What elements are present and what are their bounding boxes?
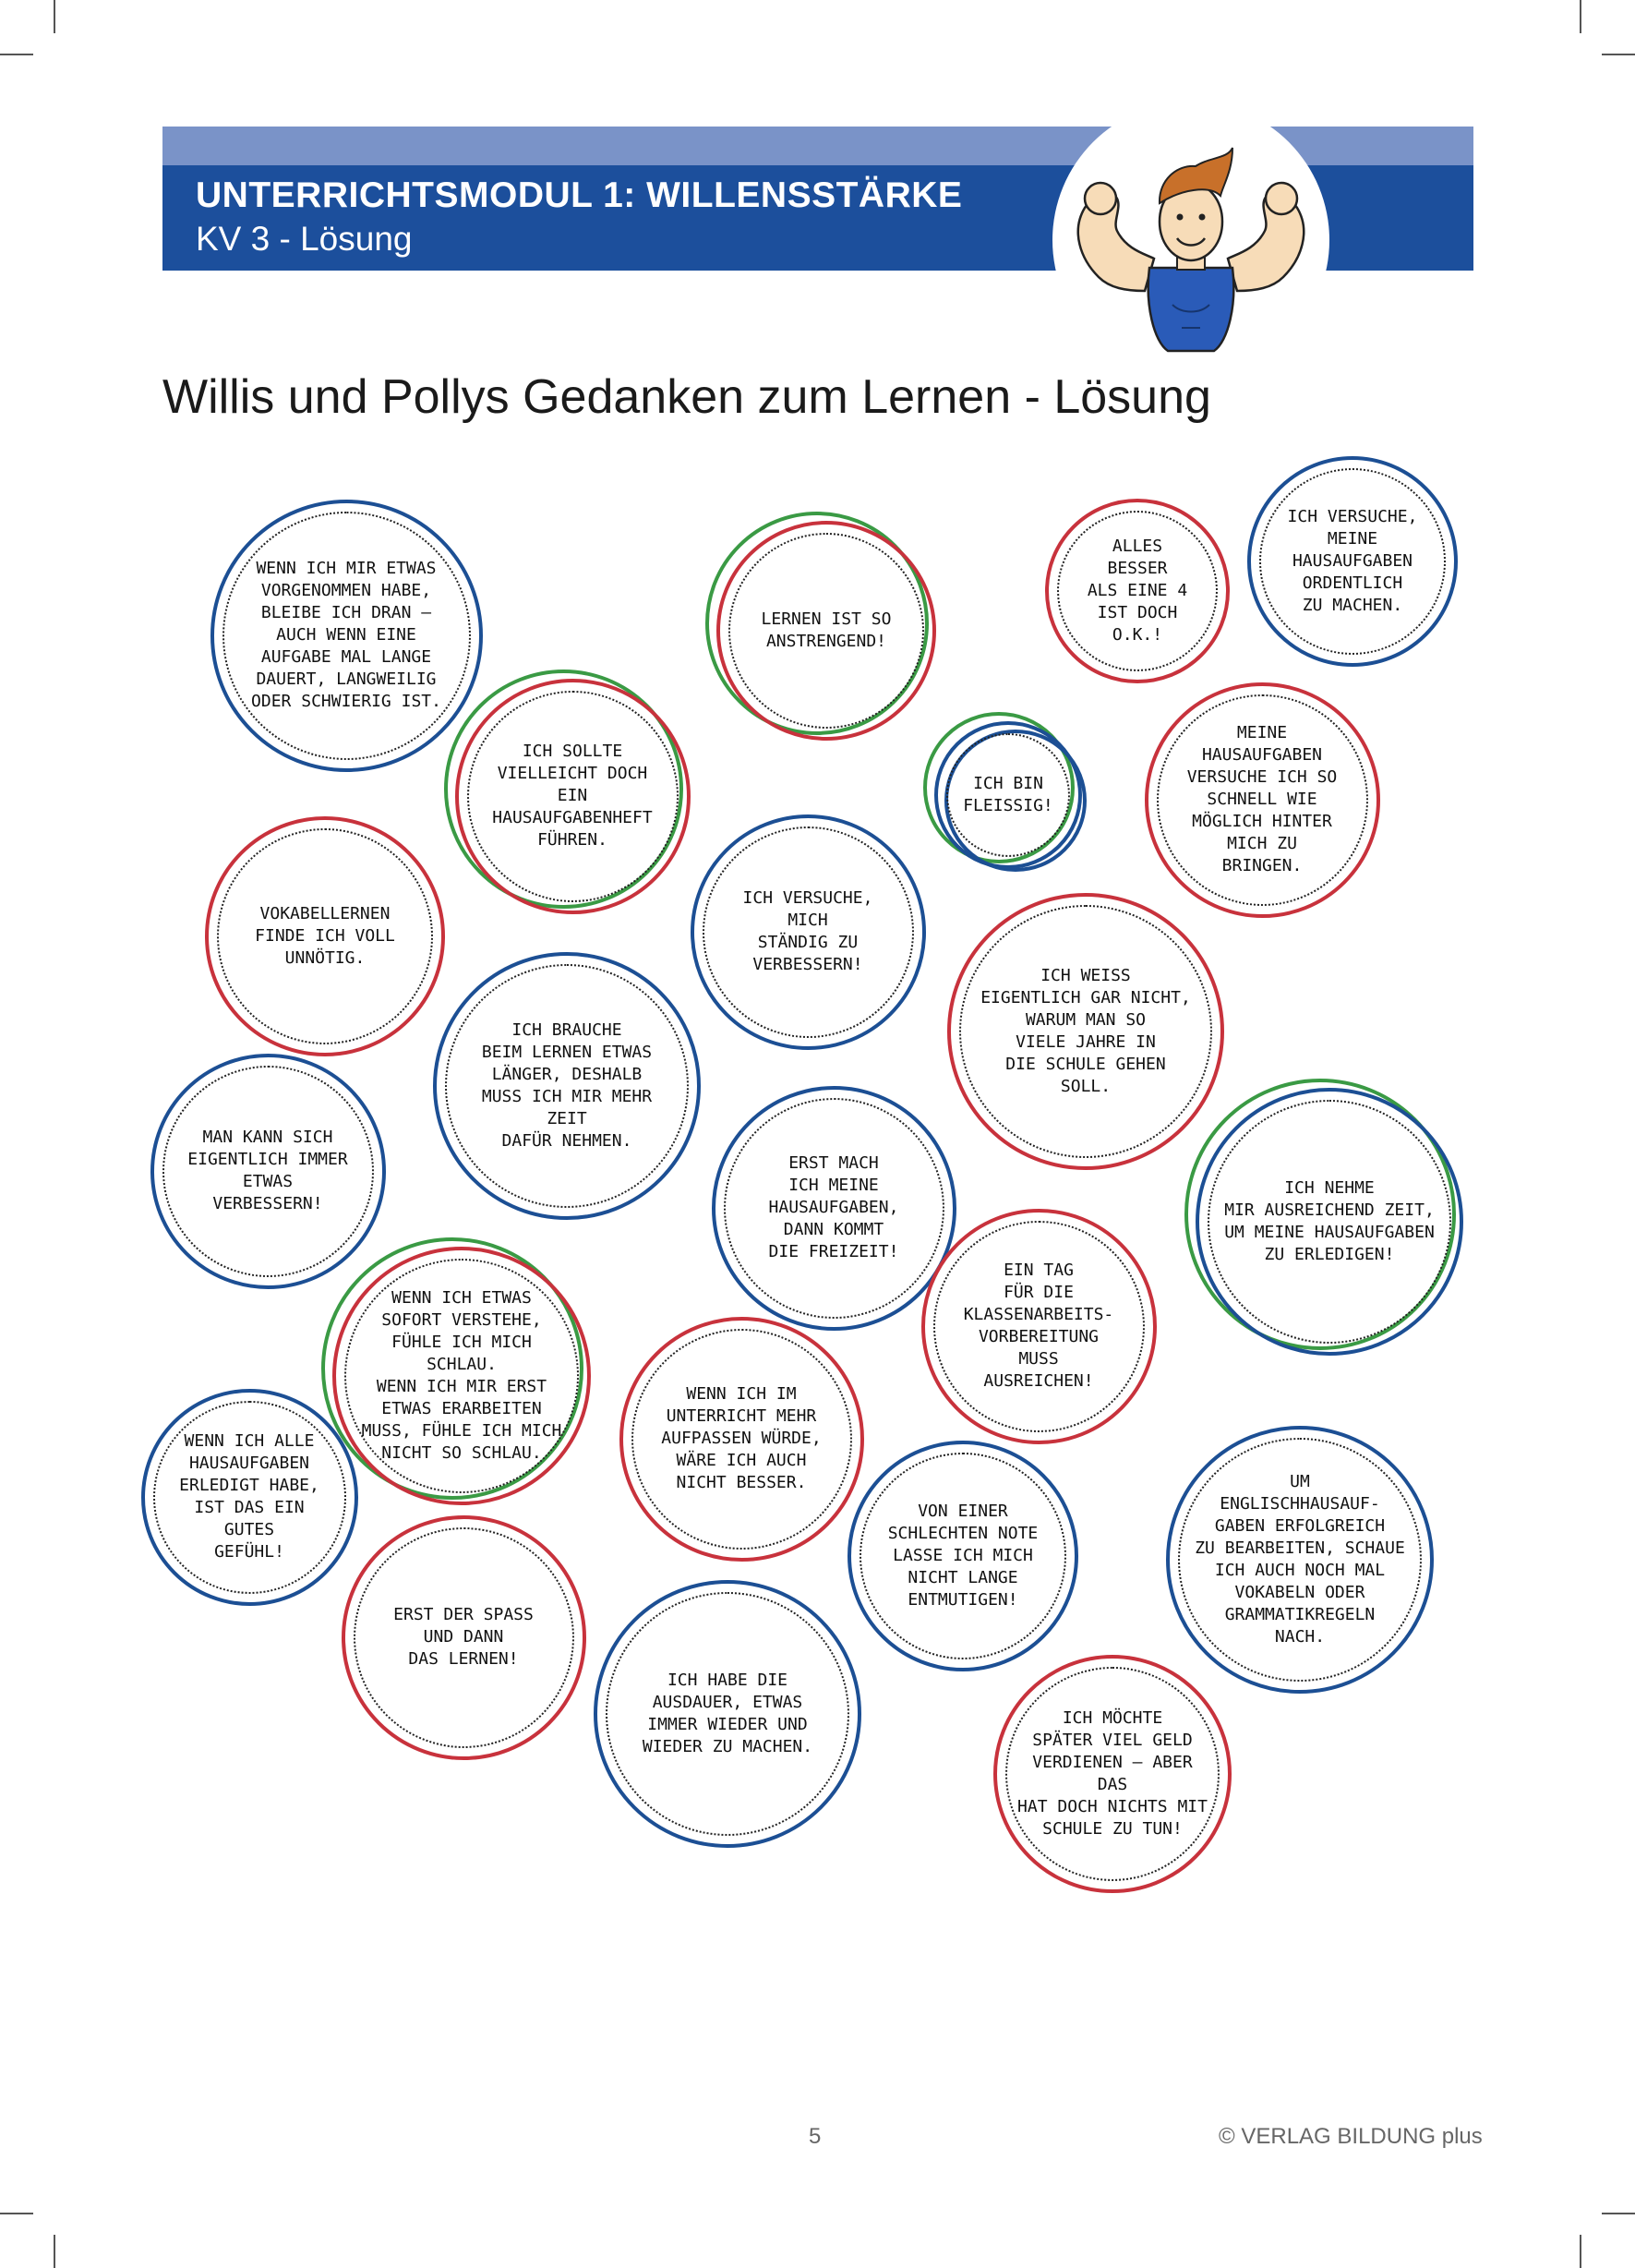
module-title: UNTERRICHTSMODUL 1: WILLENSSTÄRKE bbox=[196, 175, 963, 215]
bubble-text: ICH VERSUCHE, MICH STÄNDIG ZU VERBESSERN! bbox=[742, 888, 873, 974]
thought-bubble bbox=[1145, 682, 1380, 918]
thought-bubble bbox=[455, 679, 691, 914]
bubble-text: ICH NEHME MIR AUSREICHEND ZEIT, UM MEINE HAUSAUFGABEN ZU ERLEDIGEN! bbox=[1224, 1178, 1435, 1264]
module-subtitle: KV 3 - Lösung bbox=[196, 220, 413, 258]
thought-bubble bbox=[619, 1317, 864, 1562]
bubble-text: WENN ICH ETWAS SOFORT VERSTEHE, FÜHLE ICH MICH SCHLAU. WENN ICH MIR ERST ETWAS ERARBEITEN MUSS, FÜHLE ICH MICH NICHT SO SCHLAU. bbox=[361, 1288, 562, 1463]
thought-bubble bbox=[1166, 1426, 1434, 1694]
thought-bubble bbox=[934, 721, 1082, 869]
bubble-text: ICH BRAUCHE BEIM LERNEN ETWAS LÄNGER, DESHALB MUSS ICH MIR MEHR ZEIT DAFÜR NEHMEN. bbox=[481, 1020, 653, 1151]
bubble-text: MAN KANN SICH EIGENTLICH IMMER ETWAS VERBESSERN! bbox=[187, 1128, 348, 1213]
bubble-text: ICH HABE DIE AUSDAUER, ETWAS IMMER WIEDER UND WIEDER ZU MACHEN. bbox=[642, 1671, 813, 1756]
bubble-text: VON EINER SCHLECHTEN NOTE LASSE ICH MICH NICHT LANGE ENTMUTIGEN! bbox=[887, 1502, 1039, 1610]
page-title: Willis und Pollys Gedanken zum Lernen - Lösung bbox=[162, 370, 1211, 424]
bubble-text: UM ENGLISCHHAUSAUF- GABEN ERFOLGREICH ZU BEARBEITEN, SCHAUE ICH AUCH NOCH MAL VOKABELN ODER GRAMMATIKREGELN NACH. bbox=[1195, 1472, 1405, 1647]
thought-bubble bbox=[332, 1247, 591, 1505]
thought-bubble bbox=[594, 1580, 861, 1848]
bubble-text: WENN ICH MIR ETWAS VORGENOMMEN HABE, BLEIBE ICH DRAN – AUCH WENN EINE AUFGABE MAL LANGE DAUERT, LANGWEILIG ODER SCHWIERIG IST. bbox=[251, 559, 441, 711]
bubble-text: MEINE HAUSAUFGABEN VERSUCHE ICH SO SCHNELL WIE MÖGLICH HINTER MICH ZU BRINGEN. bbox=[1186, 723, 1338, 875]
thought-bubble bbox=[947, 893, 1224, 1170]
bubble-text: ICH SOLLTE VIELLEICHT DOCH EIN HAUSAUFGABENHEFT FÜHREN. bbox=[492, 742, 653, 850]
bubble-text: EIN TAG FÜR DIE KLASSENARBEITS- VORBEREITUNG MUSS AUSREICHEN! bbox=[963, 1261, 1114, 1391]
thought-bubble bbox=[716, 521, 936, 741]
bubble-text: ICH VERSUCHE, MEINE HAUSAUFGABEN ORDENTLICH ZU MACHEN. bbox=[1287, 507, 1418, 615]
thought-bubble bbox=[141, 1389, 358, 1606]
thought-bubble bbox=[1247, 456, 1458, 667]
thought-bubble bbox=[993, 1655, 1232, 1893]
thought-bubble bbox=[1045, 499, 1230, 683]
thought-bubble bbox=[712, 1086, 956, 1331]
bubble-text: ICH BIN FLEISSIG! bbox=[963, 774, 1053, 815]
bubble-text: ALLES BESSER ALS EINE 4 IST DOCH O.K.! bbox=[1087, 537, 1188, 645]
copyright: © VERLAG BILDUNG plus bbox=[1219, 2124, 1483, 2149]
thought-bubble bbox=[210, 500, 483, 772]
thought-bubble bbox=[205, 816, 445, 1056]
thought-bubble bbox=[691, 814, 926, 1050]
bubble-text: VOKABELLERNEN FINDE ICH VOLL UNNÖTIG. bbox=[255, 904, 395, 968]
bubble-text: ICH WEISS EIGENTLICH GAR NICHT, WARUM MAN SO VIELE JAHRE IN DIE SCHULE GEHEN SOLL. bbox=[980, 966, 1191, 1096]
bubble-text: ICH MÖCHTE SPÄTER VIEL GELD VERDIENEN – ABER DAS HAT DOCH NICHTS MIT SCHULE ZU TUN! bbox=[1017, 1708, 1208, 1839]
thought-bubble bbox=[848, 1441, 1078, 1671]
thought-bubble bbox=[342, 1515, 586, 1760]
bubble-text: WENN ICH IM UNTERRICHT MEHR AUFPASSEN WÜRDE, WÄRE ICH AUCH NICHT BESSER. bbox=[661, 1384, 822, 1492]
bubble-text: ERST MACH ICH MEINE HAUSAUFGABEN, DANN KOMMT DIE FREIZEIT! bbox=[768, 1153, 899, 1261]
bubble-text: LERNEN IST SO ANSTRENGEND! bbox=[761, 609, 892, 651]
bubble-text: ERST DER SPASS UND DANN DAS LERNEN! bbox=[393, 1605, 534, 1669]
page-number: 5 bbox=[809, 2124, 822, 2149]
bubble-text: WENN ICH ALLE HAUSAUFGABEN ERLEDIGT HABE, IST DAS EIN GUTES GEFÜHL! bbox=[179, 1431, 319, 1562]
thought-bubble bbox=[921, 1209, 1157, 1444]
thought-bubble bbox=[1196, 1088, 1463, 1356]
thought-bubble bbox=[433, 952, 701, 1220]
